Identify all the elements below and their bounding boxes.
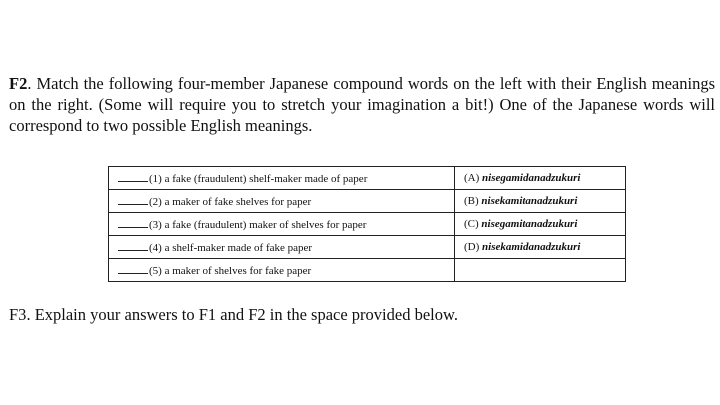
meaning-cell: [109, 236, 455, 259]
meaning-text: (4) a shelf-maker made of fake paper: [149, 241, 313, 254]
empty-cell: [455, 259, 626, 282]
japanese-word: nisegamidanadzukuri: [482, 172, 581, 184]
word-letter: (C): [464, 218, 482, 230]
meaning-text: (2) a maker of fake shelves for paper: [149, 195, 312, 208]
answer-blank[interactable]: [118, 195, 148, 205]
f2-label: F2: [9, 74, 28, 93]
table-row: [109, 213, 626, 236]
japanese-word: nisekamitanadzukuri: [481, 195, 578, 207]
table-row: [109, 259, 626, 282]
japanese-word: nisekamidanadzukuri: [482, 241, 581, 253]
table-row: [109, 190, 626, 213]
japanese-word-cell: [455, 167, 626, 190]
meaning-cell: [109, 167, 455, 190]
japanese-word-cell: [455, 236, 626, 259]
question-f2: [9, 73, 715, 136]
answer-blank[interactable]: [118, 218, 148, 228]
answer-blank[interactable]: [118, 264, 148, 274]
question-f3: [9, 304, 458, 325]
table-row: [109, 236, 626, 259]
f2-text: . Match the following four-member Japanese compound words on the left with their English meanings on the right. (Some will require you to stretch your imagination a bit!) One of the Japanese words will correspond to two possible English meanings.: [9, 74, 715, 135]
japanese-word-cell: [455, 190, 626, 213]
word-letter: (D): [464, 241, 483, 253]
f3-label: F3: [9, 305, 27, 324]
meaning-cell: [109, 259, 455, 282]
meaning-text: (3) a fake (fraudulent) maker of shelves for paper: [149, 218, 367, 231]
meaning-text: (5) a maker of shelves for fake paper: [149, 264, 312, 277]
japanese-word: nisegamitanadzukuri: [481, 218, 578, 230]
meaning-cell: [109, 190, 455, 213]
f3-text: . Explain your answers to F1 and F2 in the space provided below.: [26, 305, 458, 324]
japanese-word-cell: [455, 213, 626, 236]
table-row: [109, 167, 626, 190]
matching-table: [108, 166, 626, 282]
word-letter: (B): [464, 195, 482, 207]
answer-blank[interactable]: [118, 172, 148, 182]
meaning-cell: [109, 213, 455, 236]
meaning-text: (1) a fake (fraudulent) shelf-maker made of paper: [149, 172, 368, 185]
answer-blank[interactable]: [118, 241, 148, 251]
word-letter: (A): [464, 172, 483, 184]
